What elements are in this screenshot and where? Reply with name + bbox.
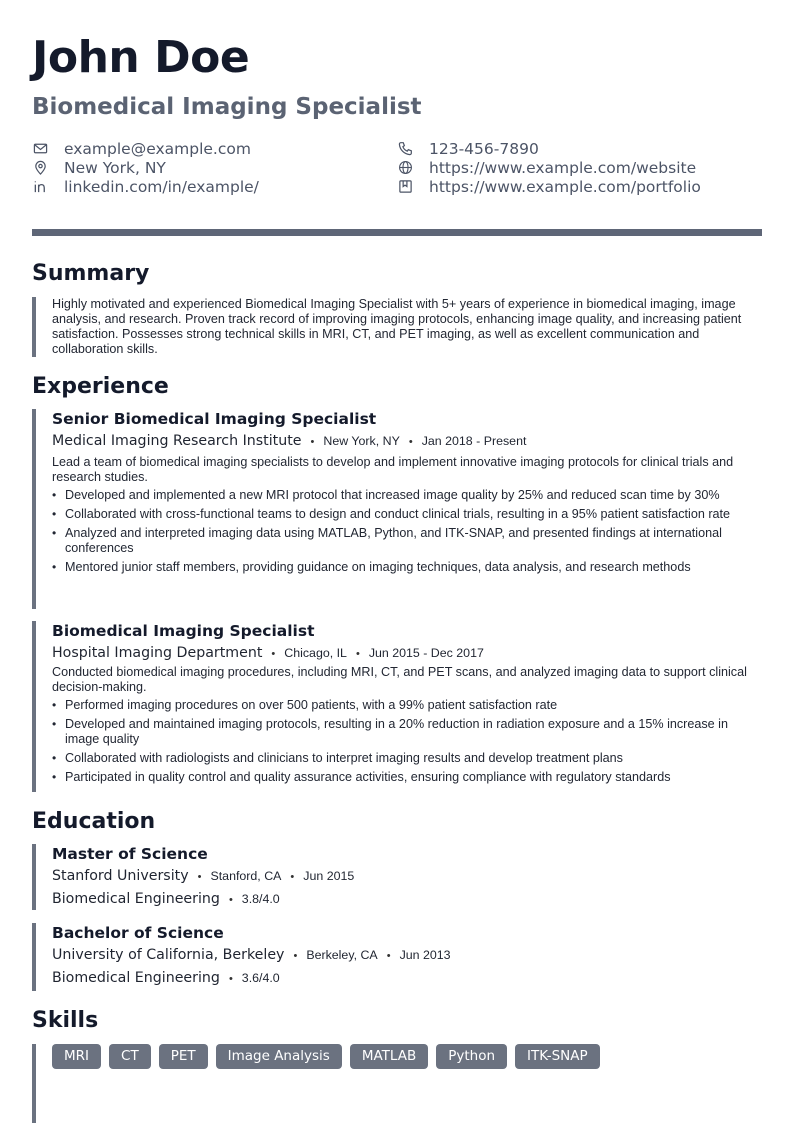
contact-column-right bbox=[397, 139, 794, 196]
contact-portfolio[interactable] bbox=[397, 177, 794, 196]
skill-tag: Python bbox=[436, 1044, 507, 1069]
portfolio-icon bbox=[397, 179, 413, 195]
job-dates: Jan 2018 - Present bbox=[421, 434, 527, 448]
skill-tag: MRI bbox=[52, 1044, 101, 1069]
education-field: Biomedical Engineering bbox=[52, 891, 220, 907]
phone-icon bbox=[397, 141, 413, 157]
contact-column-left bbox=[32, 139, 432, 196]
section-title-skills: Skills bbox=[32, 1008, 99, 1033]
separator-dot: • bbox=[355, 648, 360, 660]
job-entry bbox=[32, 621, 762, 792]
skill-tag: ITK-SNAP bbox=[515, 1044, 600, 1069]
contact-phone[interactable] bbox=[397, 139, 794, 158]
contact-phone-text: 123-456-7890 bbox=[429, 139, 539, 158]
separator-dot: • bbox=[197, 871, 202, 883]
list-item: • Collaborated with cross-functional teams to design and conduct clinical trials, resulting in a 95% patient satisfaction rate bbox=[52, 507, 762, 522]
contact-portfolio-text: https://www.example.com/portfolio bbox=[429, 177, 701, 196]
candidate-title: Biomedical Imaging Specialist bbox=[32, 94, 422, 120]
list-item: • Developed and maintained imaging protocols, resulting in a 20% reduction in radiation exposure and a 15% increase in image quality bbox=[52, 717, 762, 747]
education-date: Jun 2013 bbox=[399, 948, 451, 962]
job-description: Conducted biomedical imaging procedures, including MRI, CT, and PET scans, and analyzed imaging data to support clinical decision-making. bbox=[52, 665, 747, 694]
job-title: Biomedical Imaging Specialist bbox=[52, 622, 315, 640]
section-title-experience: Experience bbox=[32, 374, 169, 399]
separator-dot: • bbox=[228, 894, 233, 906]
list-item: • Mentored junior staff members, providing guidance on imaging techniques, data analysis, and research methods bbox=[52, 560, 762, 575]
map-pin-icon bbox=[32, 160, 48, 176]
separator-dot: • bbox=[290, 871, 295, 883]
skills-list bbox=[52, 1044, 762, 1069]
skill-tag: MATLAB bbox=[350, 1044, 428, 1069]
education-field-row bbox=[52, 968, 762, 989]
list-item: • Collaborated with radiologists and clinicians to interpret imaging results and develop treatment plans bbox=[52, 751, 762, 766]
linkedin-icon bbox=[32, 179, 48, 195]
separator-dot: • bbox=[386, 950, 391, 962]
job-description: Lead a team of biomedical imaging specialists to develop and implement innovative imaging protocols for clinical trials and research studies. bbox=[52, 455, 734, 484]
contact-linkedin[interactable] bbox=[32, 177, 432, 196]
education-gpa: 3.6/4.0 bbox=[241, 971, 280, 985]
contact-location-text: New York, NY bbox=[64, 158, 166, 177]
section-title-education: Education bbox=[32, 809, 156, 834]
list-item: • Performed imaging procedures on over 500 patients, with a 99% patient satisfaction rate bbox=[52, 698, 762, 713]
job-organization: Medical Imaging Research Institute bbox=[52, 433, 302, 449]
separator-dot: • bbox=[408, 436, 413, 448]
list-item: • Participated in quality control and quality assurance activities, ensuring compliance with regulatory standards bbox=[52, 770, 762, 785]
globe-icon bbox=[397, 160, 413, 176]
summary-block bbox=[32, 297, 762, 357]
header-divider bbox=[32, 229, 762, 236]
education-school: University of California, Berkeley bbox=[52, 947, 285, 963]
skills-block bbox=[32, 1044, 762, 1123]
education-entry bbox=[32, 844, 762, 910]
skill-tag: CT bbox=[109, 1044, 151, 1069]
education-field: Biomedical Engineering bbox=[52, 970, 220, 986]
job-organization: Hospital Imaging Department bbox=[52, 645, 263, 661]
separator-dot: • bbox=[310, 436, 315, 448]
skill-tag: Image Analysis bbox=[216, 1044, 342, 1069]
job-title: Senior Biomedical Imaging Specialist bbox=[52, 410, 377, 428]
contact-email-text: example@example.com bbox=[64, 139, 251, 158]
education-degree: Master of Science bbox=[52, 845, 208, 863]
education-meta bbox=[52, 866, 762, 887]
job-dates: Jun 2015 - Dec 2017 bbox=[368, 646, 484, 660]
education-location: Berkeley, CA bbox=[306, 948, 378, 962]
separator-dot: • bbox=[271, 648, 276, 660]
contact-location bbox=[32, 158, 432, 177]
separator-dot: • bbox=[228, 973, 233, 985]
contact-website[interactable] bbox=[397, 158, 794, 177]
education-field-row bbox=[52, 889, 762, 910]
job-achievements bbox=[52, 698, 762, 785]
job-achievements bbox=[52, 488, 762, 575]
candidate-name: John Doe bbox=[32, 32, 250, 83]
contact-email[interactable] bbox=[32, 139, 432, 158]
list-item: • Developed and implemented a new MRI protocol that increased image quality by 25% and reduced scan time by 30% bbox=[52, 488, 762, 503]
education-entry bbox=[32, 923, 762, 991]
job-location: New York, NY bbox=[323, 434, 400, 448]
education-gpa: 3.8/4.0 bbox=[241, 892, 280, 906]
section-title-summary: Summary bbox=[32, 261, 150, 286]
education-meta bbox=[52, 945, 762, 966]
job-location: Chicago, IL bbox=[284, 646, 347, 660]
separator-dot: • bbox=[293, 950, 298, 962]
contact-website-text: https://www.example.com/website bbox=[429, 158, 697, 177]
education-date: Jun 2015 bbox=[303, 869, 355, 883]
education-location: Stanford, CA bbox=[210, 869, 282, 883]
job-meta bbox=[52, 643, 762, 664]
skill-tag: PET bbox=[159, 1044, 208, 1069]
job-meta bbox=[52, 431, 762, 452]
contact-linkedin-text: linkedin.com/in/example/ bbox=[64, 177, 259, 196]
list-item: • Analyzed and interpreted imaging data using MATLAB, Python, and ITK-SNAP, and presented findings at international conferences bbox=[52, 526, 762, 556]
education-school: Stanford University bbox=[52, 868, 189, 884]
job-entry bbox=[32, 409, 762, 609]
education-degree: Bachelor of Science bbox=[52, 924, 224, 942]
summary-text: Highly motivated and experienced Biomedical Imaging Specialist with 5+ years of experience in biomedical imaging, image analysis, and research. Proven track record of improving imaging protocols, enhancing image quality, and increasing patient satisfaction. Possesses strong technical skills in MRI, CT, and PET imaging, as well as excellent communication and collaboration skills. bbox=[52, 297, 742, 356]
mail-icon bbox=[32, 141, 48, 157]
